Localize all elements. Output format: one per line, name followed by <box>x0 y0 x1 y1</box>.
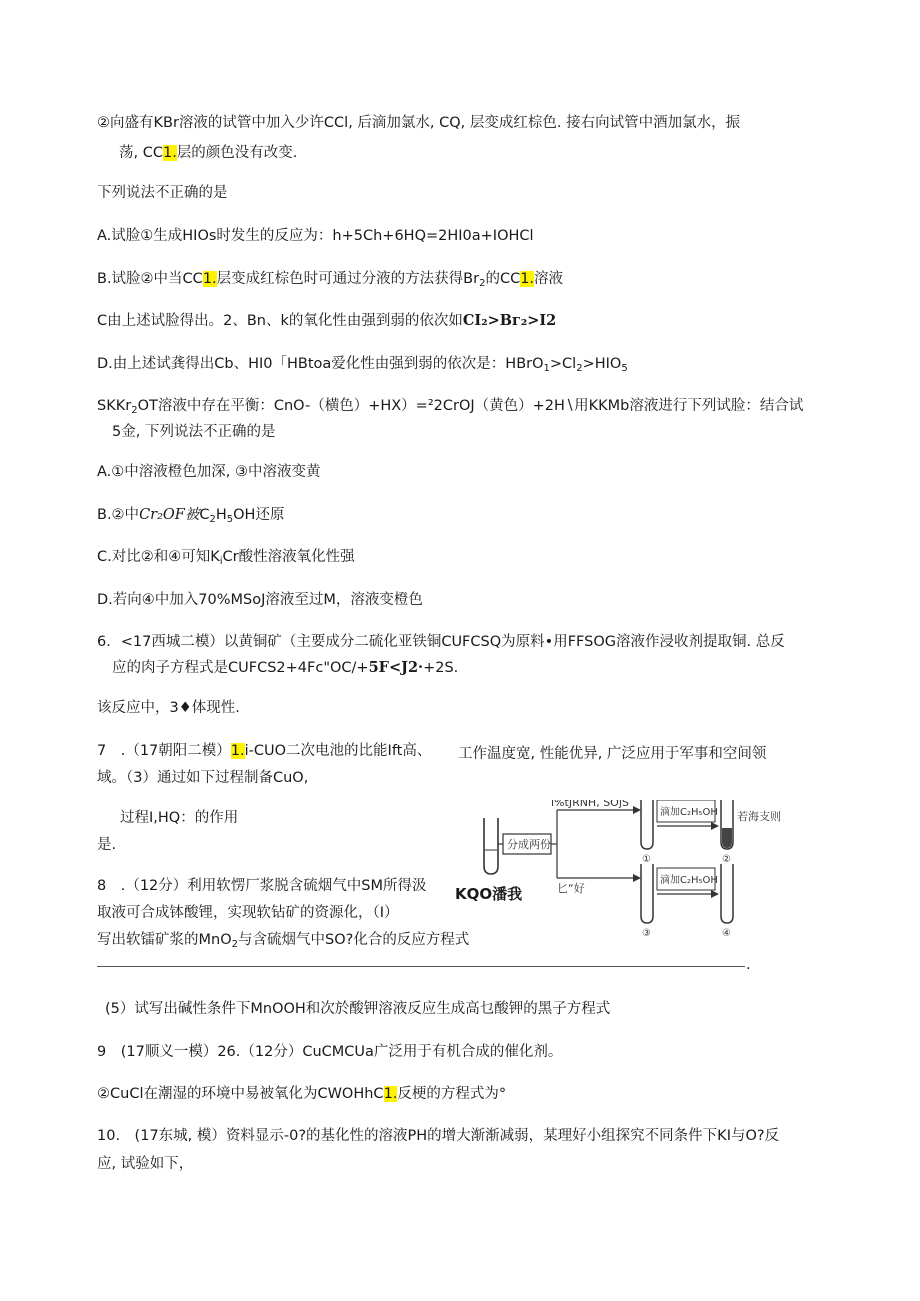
text-line: 应的肉子方程式是CUFCS2+4Fc"OC/+5F<J2·+2S. <box>112 659 459 676</box>
option-b: B.试脸②中当CC1.层变成红棕色时可通过分液的方法获得$Br_2$的CC1.溶液 <box>97 271 564 289</box>
question-9: 9 (17顺义一模）26.（12分）CuCMCUa广泛用于有机合成的催化剂。 <box>97 1044 563 1060</box>
tube-number: ④ <box>722 928 731 939</box>
tube-2-solution <box>722 828 732 848</box>
figure-caption: KQO潘我 <box>455 885 523 903</box>
bottom-branch-label: 匕“好 <box>557 882 585 895</box>
question-8: 8 .（12分）利用软愣厂浆脱含硫烟气中SM所得汲 <box>97 878 427 894</box>
question-6: 6．<17西城二模）以黄铜矿（主要成分二硫化亚铁铜CUFCSQ为原料•用FFSOG溶液作浸收剂提取铜. 总反 <box>97 634 785 650</box>
tube-number: ③ <box>642 928 651 939</box>
tube-number: ① <box>642 854 651 865</box>
option-c: C.对比②和④可知$K_iCr$酸性溶液氧化性强 <box>97 549 355 567</box>
split-label: 分成两份 <box>507 838 551 851</box>
text-line: ②向盛有KBr溶液的试管中加入少许CCl, 后滴加氯水, CQ, 层变成红棕色. 接右向试管中酒加氯水，振 <box>97 115 741 131</box>
option-d: D.若向④中加入70%MSoJ溶液至过M，溶液变橙色 <box>97 592 423 608</box>
tube-number: ② <box>722 854 731 865</box>
source-tube <box>484 818 498 874</box>
text-line: 该反应中，3♦体现性. <box>97 700 240 716</box>
top-branch-label: i%tJRNH, SOjS <box>551 800 629 809</box>
svg-text:滴加C₂H₅OH: 滴加C₂H₅OH <box>660 875 718 886</box>
question-7: 7 .（17朝阳二模）1.i-CUO二次电池的比能Ift高、 <box>97 743 432 759</box>
option-a: A.①中溶液橙色加深, ③中溶液变黄 <box>97 464 321 480</box>
text-line: 应, 试验如下， <box>97 1156 194 1172</box>
option-a: A.试脸①生成HIOs时发生的反应为：h+5Ch+6HQ=2HI0a+IOHCl <box>97 228 534 244</box>
option-d: D.由上述试龚得出Cb、HI0「HBtoa爱化性由强到弱的依次是：$HBrO_1>Cl_2>HIO_5$ <box>97 356 628 374</box>
text-line: ②CuCl在潮湿的环境中易被氧化为CWOHhC1.反梗的方程式为° <box>97 1086 507 1102</box>
tube-1 <box>641 800 653 849</box>
option-c: C由上述试脸得出。2、Bn、k的氧化性由强到弱的依次如CI₂>Bг₂>I2 <box>97 312 557 329</box>
side-label: 若海支则 <box>737 810 781 823</box>
text-line: SKKr$_2$OT溶液中存在平衡：CnO-（横色）+HX）=²2CrOJ（黄色）+2H∖用KKMb溶液进行下列试脸：结合试 <box>97 398 804 416</box>
text-line: 取液可合成钵酸锂，实现软钻矿的资源化，（I） <box>97 905 399 921</box>
text-line: . <box>746 957 751 973</box>
tube-3 <box>641 864 653 923</box>
tube-4 <box>721 864 733 923</box>
answer-blank-line <box>97 966 745 967</box>
text-line: 域。（3）通过如下过程制备CuO, <box>97 770 309 786</box>
text-line: 是. <box>97 837 117 853</box>
svg-text:滴加C₂H₅OH: 滴加C₂H₅OH <box>660 807 718 818</box>
text-line: 5金, 下列说法不正确的是 <box>112 424 276 440</box>
option-b: B.②中Cr₂OF被$C_2H_5OH$还原 <box>97 507 285 525</box>
text-line: 过程I,HQ：的作用 <box>120 810 239 826</box>
text-line: 写出软镭矿浆的MnO$_2$与含硫烟气中SO?化合的反应方程式 <box>97 932 470 950</box>
text-line: 下列说法不正确的是 <box>97 185 228 201</box>
text-line: (5）试写出碱性条件下MnOOH和次於酸钾溶液反应生成高乜酸钾的黑子方程式 <box>105 1001 611 1017</box>
text-line: 荡, CC1.层的颜色没有改变. <box>119 145 298 161</box>
experiment-diagram <box>455 800 795 940</box>
text-line: 工作温度宽, 性能优异, 广泛应用于军事和空间领 <box>458 746 767 762</box>
question-10: 10. (17东城, 模）资料显示-0?的基化性的溶液PH的增大渐渐减弱，某理好小组探究不同条件下KI与O?反 <box>97 1128 780 1144</box>
